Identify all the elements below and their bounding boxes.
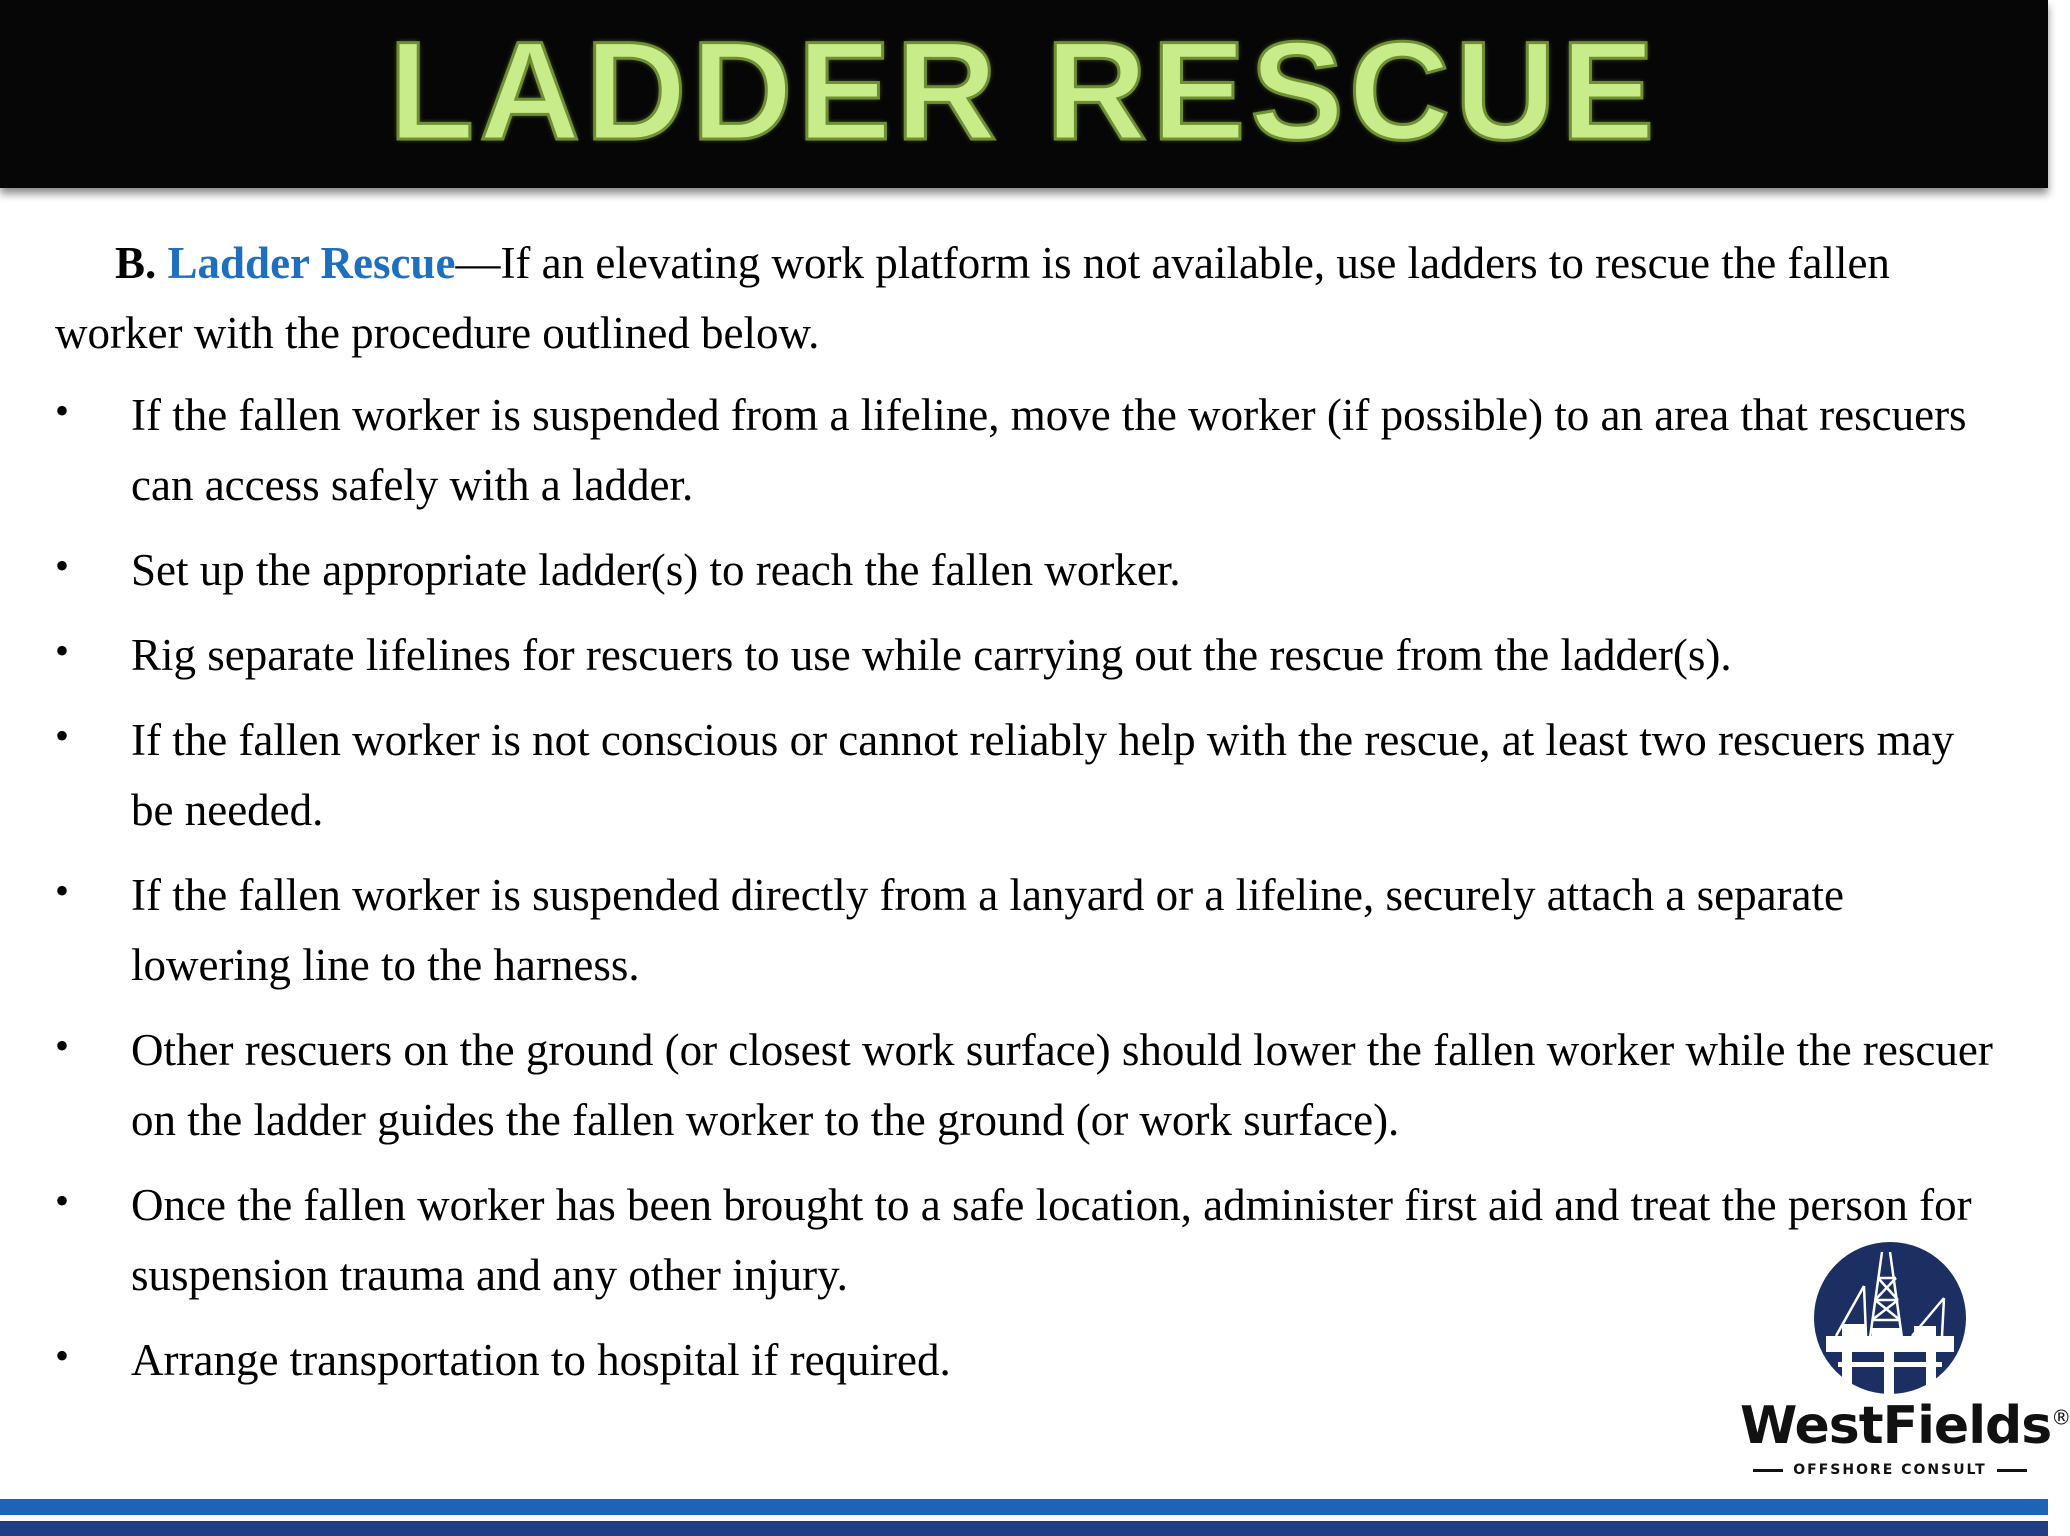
offshore-rig-icon <box>1812 1240 1968 1396</box>
list-item <box>55 860 2005 1000</box>
title-banner <box>0 0 2048 188</box>
logo-wordmark <box>1740 1396 2070 1456</box>
list-item-text: Once the fallen worker has been brought to a safe location, administer first aid and treat the person for suspension trauma and any other injury. <box>131 1180 1972 1300</box>
bullet-icon: • <box>55 388 70 433</box>
intro-paragraph <box>55 228 2005 368</box>
bullet-icon: • <box>55 1333 70 1378</box>
list-item-text: Arrange transportation to hospital if required. <box>131 1335 951 1385</box>
logo-tagline-text: OFFSHORE CONSULT <box>1793 1462 1987 1478</box>
logo-tagline <box>1740 1462 2040 1478</box>
footer-band-blue <box>0 1499 2048 1515</box>
list-item-text: If the fallen worker is not conscious or cannot reliably help with the rescue, at least two rescuers may be needed. <box>131 715 1955 835</box>
slide-title: LADDER RESCUE <box>388 12 1660 169</box>
list-item <box>55 705 2005 845</box>
intro-text: —If an elevating work platform is not available, use ladders to rescue the fallen worker with the procedure outlined below. <box>55 238 1890 358</box>
list-item <box>55 1015 2005 1155</box>
list-item-text: If the fallen worker is suspended directly from a lanyard or a lifeline, securely attach a separate lowering line to the harness. <box>131 870 1844 990</box>
footer-band-navy <box>0 1521 2048 1536</box>
bullet-icon: • <box>55 628 70 673</box>
bullet-icon: • <box>55 713 70 758</box>
tagline-rule-left <box>1753 1469 1783 1472</box>
bullet-icon: • <box>55 868 70 913</box>
list-item <box>55 535 2005 605</box>
section-term: Ladder Rescue <box>167 238 456 288</box>
procedure-list <box>55 380 2005 1395</box>
company-logo <box>1740 1240 2070 1485</box>
list-item <box>55 1325 2005 1395</box>
list-item <box>55 380 2005 520</box>
slide-body <box>55 228 2005 1410</box>
tagline-rule-right <box>1997 1469 2027 1472</box>
list-item-text: Other rescuers on the ground (or closest work surface) should lower the fallen worker while the rescuer on the ladder guides the fallen worker to the ground (or work surface). <box>131 1025 1993 1145</box>
registered-mark: ® <box>2051 1405 2070 1430</box>
list-item-text: Set up the appropriate ladder(s) to reach the fallen worker. <box>131 545 1181 595</box>
section-letter: B. <box>115 238 157 288</box>
list-item-text: Rig separate lifelines for rescuers to use while carrying out the rescue from the ladder(s). <box>131 630 1732 680</box>
bullet-icon: • <box>55 1023 70 1068</box>
list-item-text: If the fallen worker is suspended from a lifeline, move the worker (if possible) to an area that rescuers can access safely with a ladder. <box>131 390 1967 510</box>
bullet-icon: • <box>55 1178 70 1223</box>
list-item <box>55 620 2005 690</box>
logo-name-text: WestFields <box>1740 1396 2052 1456</box>
list-item <box>55 1170 2005 1310</box>
bullet-icon: • <box>55 543 70 588</box>
